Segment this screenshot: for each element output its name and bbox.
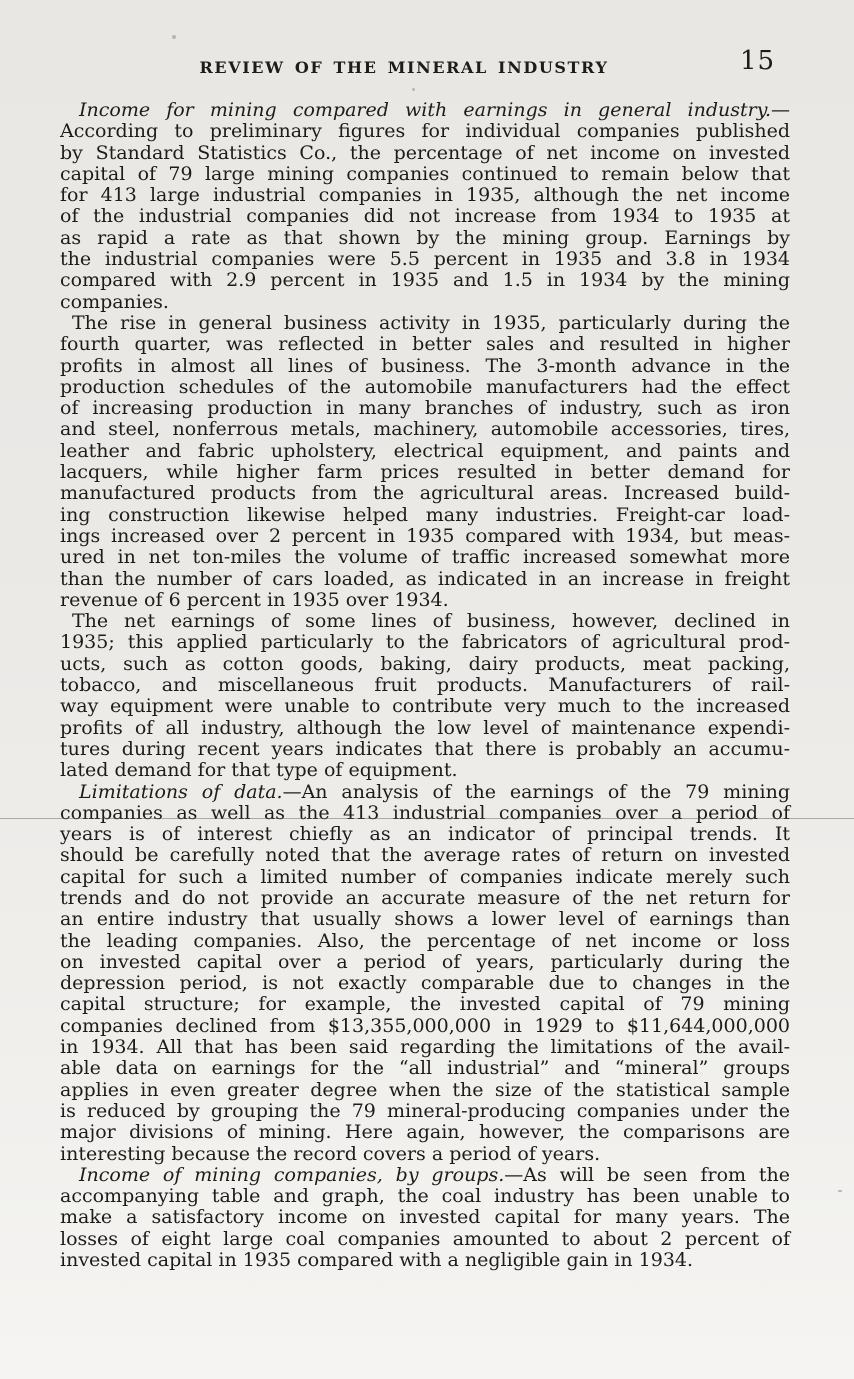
text-line: revenue of 6 percent in 1935 over 1934.	[60, 588, 449, 611]
text-line: tures during recent years indicates that there is probably an accumu-	[60, 737, 790, 760]
text-line: make a satisfactory income on invested capital for many years. The	[60, 1206, 790, 1229]
text-line: ucts, such as cotton goods, baking, dairy products, meat packing,	[60, 652, 790, 675]
paragraph-lead-line	[60, 100, 790, 121]
paragraph-lead-line	[60, 1165, 790, 1186]
text-line: of the industrial companies did not increase from 1934 to 1935 at	[60, 205, 790, 228]
text-line: capital of 79 large mining companies continued to remain below that	[60, 162, 790, 185]
text-line: ings increased over 2 percent in 1935 compared with 1934, but meas-	[60, 524, 790, 547]
text-line: in 1934. All that has been said regarding the limitations of the avail-	[60, 1036, 790, 1059]
text-line: depression period, is not exactly comparable due to changes in the	[60, 972, 790, 995]
text-line: applies in even greater degree when the size of the statistical sample	[60, 1078, 790, 1101]
running-header: REVIEW OF THE MINERAL INDUSTRY	[199, 58, 609, 77]
text-line: lacquers, while higher farm prices resulted in better demand for	[60, 461, 790, 484]
text-line: years is of interest chiefly as an indicator of principal trends. It	[60, 823, 790, 846]
lead-italic-text: Income of mining companies, by groups.	[79, 1163, 505, 1186]
text-line: 1935; this applied particularly to the fabricators of agricultural prod-	[60, 631, 790, 654]
scan-speckle	[172, 35, 176, 39]
text-line: profits in almost all lines of business. The 3-month advance in the	[60, 354, 790, 377]
text-line: production schedules of the automobile manufacturers had the effect	[60, 375, 790, 398]
lead-italic-text: Limitations of data.	[79, 780, 283, 803]
text-line: invested capital in 1935 compared with a negligible gain in 1934.	[60, 1249, 694, 1272]
lead-italic-text: Income for mining compared with earnings in general industry.	[79, 99, 771, 121]
text-line: companies declined from $13,355,000,000 in 1929 to $11,644,000,000	[60, 1014, 790, 1037]
paragraph-income-by-groups	[60, 1165, 790, 1271]
text-line: capital structure; for example, the invested capital of 79 mining	[60, 993, 790, 1016]
scan-artifact-line	[0, 818, 854, 819]
text-line: way equipment were unable to contribute very much to the increased	[60, 695, 790, 718]
text-line: trends and do not provide an accurate measure of the net return for	[60, 886, 790, 909]
lead-rest-text: The rise in general business activity in 1935, particularly during the	[72, 311, 790, 334]
scan-speckle	[838, 1190, 842, 1192]
text-line: by Standard Statistics Co., the percentage of net income on invested	[60, 141, 790, 164]
text-line: than the number of cars loaded, as indicated in an increase in freight	[60, 567, 790, 590]
text-line: and steel, nonferrous metals, machinery, automobile accessories, tires,	[60, 418, 790, 441]
text-line: losses of eight large coal companies amounted to about 2 percent of	[60, 1227, 790, 1250]
text-line: major divisions of mining. Here again, however, the comparisons are	[60, 1121, 790, 1144]
paragraph-rise-in-business	[60, 313, 790, 611]
page-body-text	[60, 100, 790, 1271]
text-line: manufactured products from the agricultural areas. Increased build-	[60, 482, 790, 505]
text-line: lated demand for that type of equipment.	[60, 759, 458, 782]
text-line: companies as well as the 413 industrial companies over a period of	[60, 801, 790, 824]
page-number: 15	[740, 46, 776, 76]
text-line: is reduced by grouping the 79 mineral-producing companies under the	[60, 1099, 790, 1122]
paragraph-lead-line	[60, 782, 790, 803]
text-line: According to preliminary figures for individual companies published	[60, 120, 790, 143]
text-line: ured in net ton-miles the volume of traffic increased somewhat more	[60, 546, 790, 569]
text-line: tobacco, and miscellaneous fruit products. Manufacturers of rail-	[60, 674, 790, 697]
text-line: the leading companies. Also, the percentage of net income or loss	[60, 929, 790, 952]
text-line: able data on earnings for the “all industrial” and “mineral” groups	[60, 1057, 790, 1080]
text-line: should be carefully noted that the average rates of return on invested	[60, 844, 790, 867]
text-line: compared with 2.9 percent in 1935 and 1.5 in 1934 by the mining	[60, 269, 790, 292]
lead-rest-text: —An analysis of the earnings of the 79 mining	[282, 780, 790, 803]
lead-rest-text: —As will be seen from the	[504, 1163, 790, 1186]
paragraph-lead-line	[60, 611, 790, 632]
paragraph-net-earnings-declined	[60, 611, 790, 781]
text-line: interesting because the record covers a period of years.	[60, 1142, 601, 1165]
text-line: the industrial companies were 5.5 percent in 1935 and 3.8 in 1934	[60, 248, 790, 271]
text-line: of increasing production in many branches of industry, such as iron	[60, 397, 790, 420]
paragraph-lead-line	[60, 313, 790, 334]
paragraph-limitations-of-data	[60, 782, 790, 1165]
text-line: as rapid a rate as that shown by the mining group. Earnings by	[60, 226, 790, 249]
text-line: ing construction likewise helped many industries. Freight-car load-	[60, 503, 790, 526]
text-line: accompanying table and graph, the coal industry has been unable to	[60, 1185, 790, 1208]
text-line: leather and fabric upholstery, electrical equipment, and paints and	[60, 439, 790, 462]
lead-rest-text: —	[771, 99, 790, 121]
lead-rest-text: The net earnings of some lines of business, however, declined in	[72, 610, 790, 633]
text-line: on invested capital over a period of years, particularly during the	[60, 950, 790, 973]
text-line: capital for such a limited number of companies indicate merely such	[60, 865, 790, 888]
text-line: profits of all industry, although the low level of maintenance expendi-	[60, 716, 790, 739]
text-line: for 413 large industrial companies in 1935, although the net income	[60, 184, 790, 207]
scan-speckle	[412, 88, 415, 91]
text-line: companies.	[60, 290, 169, 313]
text-line: an entire industry that usually shows a lower level of earnings than	[60, 908, 790, 931]
text-line: fourth quarter, was reflected in better sales and resulted in higher	[60, 333, 790, 356]
paragraph-income-for-mining	[60, 100, 790, 313]
